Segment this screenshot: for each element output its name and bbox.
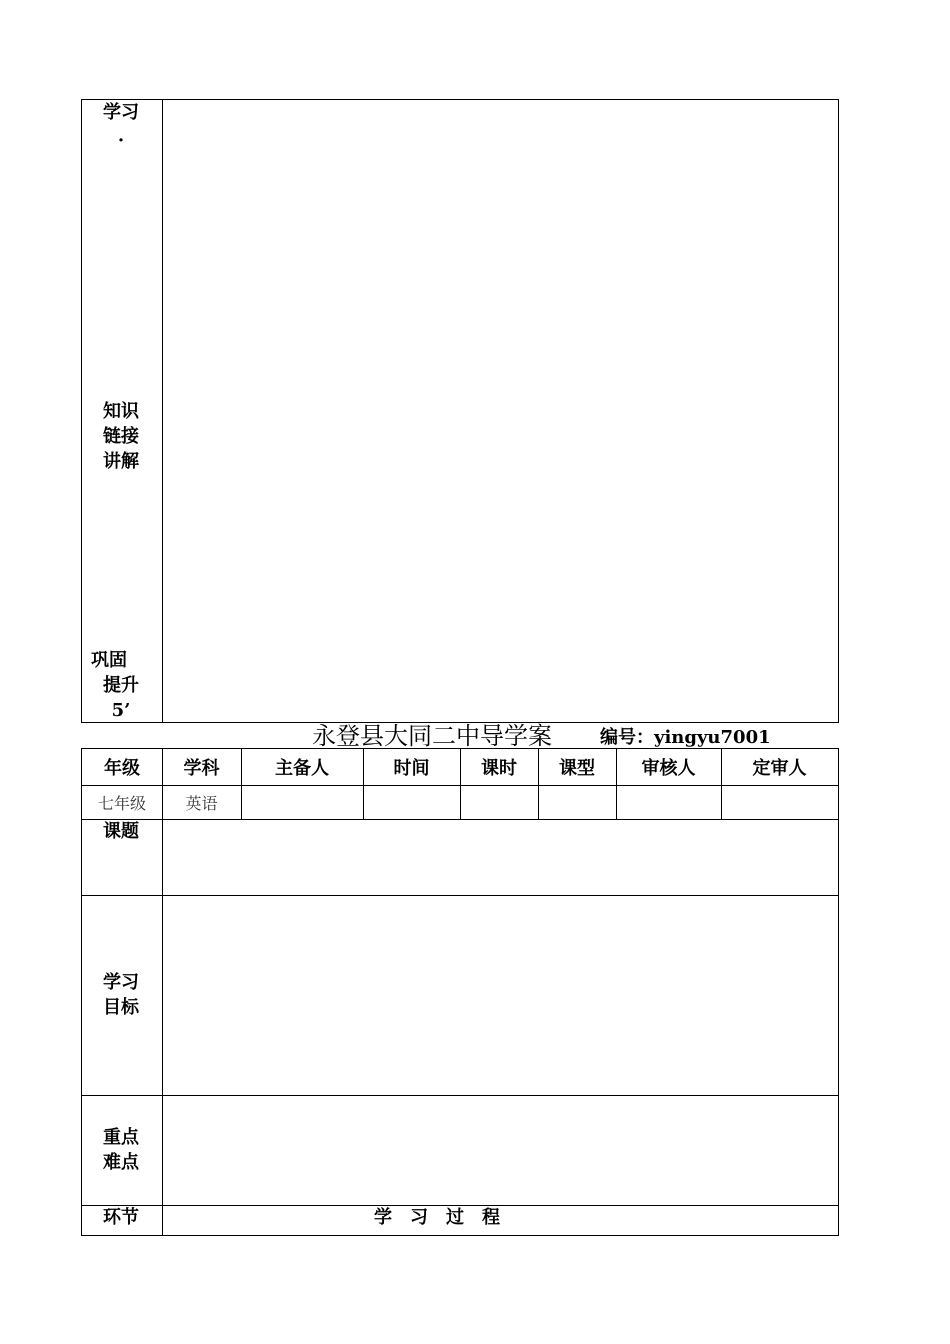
row-line xyxy=(82,1095,838,1096)
label-dot: · xyxy=(117,130,125,151)
value-time xyxy=(363,785,460,819)
col-line xyxy=(162,749,163,1235)
value-author xyxy=(241,785,363,819)
label-consolidate: 巩固 xyxy=(91,650,127,671)
value-subject: 英语 xyxy=(185,793,218,813)
col-header-lesson-type: 课型 xyxy=(559,758,595,779)
row-line xyxy=(82,819,838,820)
label-key-points-1: 重点 xyxy=(103,1127,139,1148)
label-explain: 讲解 xyxy=(103,451,139,472)
page-title: 永登县大同二中导学案 xyxy=(312,722,552,750)
value-period xyxy=(460,785,538,819)
value-grade: 七年级 xyxy=(97,793,146,813)
col-header-approver: 定审人 xyxy=(752,758,807,779)
label-key-points-2: 难点 xyxy=(103,1152,139,1173)
label-stage: 环节 xyxy=(103,1207,139,1228)
col-header-author: 主备人 xyxy=(275,758,329,779)
row-line xyxy=(82,895,838,896)
label-topic: 课题 xyxy=(103,821,139,842)
col-header-reviewer: 审核人 xyxy=(641,758,696,779)
value-lesson-type xyxy=(538,785,616,819)
label-study: 学习 xyxy=(103,102,139,123)
label-process: 学 习 过 程 xyxy=(374,1207,500,1228)
top-table xyxy=(81,99,839,723)
value-reviewer xyxy=(616,785,721,819)
col-header-period: 课时 xyxy=(481,758,517,779)
lesson-plan-table xyxy=(81,748,839,1236)
col-header-subject: 学科 xyxy=(183,758,220,779)
value-approver xyxy=(721,785,838,819)
label-improve: 提升 xyxy=(103,675,139,696)
label-objectives-2: 目标 xyxy=(103,997,139,1018)
document-code: 编号：yingyu7001 xyxy=(600,727,771,748)
label-objectives-1: 学习 xyxy=(103,972,139,993)
col-header-grade: 年级 xyxy=(104,758,140,779)
column-divider xyxy=(162,100,163,722)
col-header-time: 时间 xyxy=(393,758,430,779)
label-link: 链接 xyxy=(103,426,139,447)
label-minutes: 5’ xyxy=(111,700,131,721)
label-knowledge: 知识 xyxy=(103,401,139,422)
